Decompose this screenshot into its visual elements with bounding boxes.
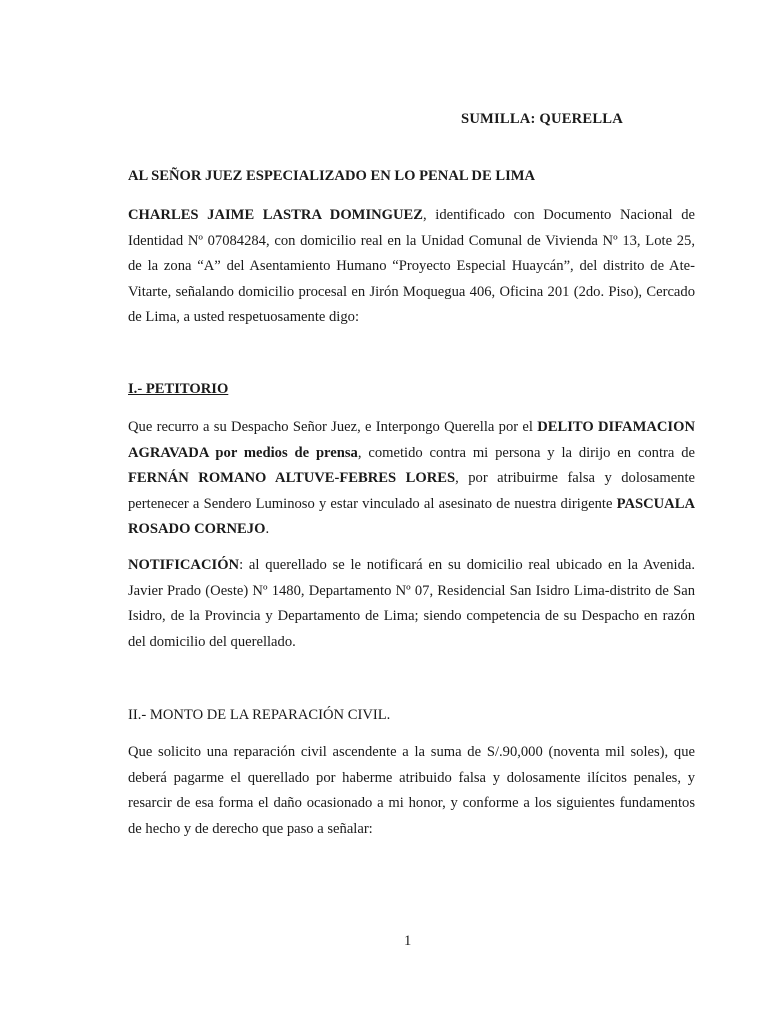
notificacion-text: : al querellado se le notificará en su domicilio real ubicado en la Avenida. Javier Prado (Oeste) Nº 1480, Departamento Nº 07, Residencial San Isidro Lima-distrito de San Isidro, de la Provincia y Departamento de Lima; siendo competencia de su Despacho en razón del domicilio del querellado. <box>128 557 695 650</box>
sumilla-heading: SUMILLA: QUERELLA <box>461 111 623 127</box>
petitorio-text-3: , por atribuirme falsa y dolosamente pertenecer a Sendero Luminoso y estar vinculado al asesinato de nuestra dirigente <box>128 470 696 512</box>
notificacion-label: NOTIFICACIÓN <box>128 557 240 573</box>
petitorio-paragraph <box>128 415 695 543</box>
addressee-line: AL SEÑOR JUEZ ESPECIALIZADO EN LO PENAL DE LIMA <box>128 168 536 184</box>
petitorio-text-4: . <box>265 521 270 537</box>
dirigente-name: PASCUALA ROSADO CORNEJO <box>128 495 695 537</box>
notificacion-paragraph <box>128 553 695 655</box>
petitorio-text-2: , cometido contra mi persona y la dirijo en contra de <box>357 444 695 461</box>
reparacion-paragraph: Que solicito una reparación civil ascendente a la suma de S/.90,000 (noventa mil soles), que deberá pagarme el querellado por haberme atribuido falsa y dolosamente ilícitos penales, y resarcir de esa forma el daño ocasionado a mi honor, y conforme a los siguientes fundamentos de hecho y de derecho que paso a señalar: <box>128 744 695 837</box>
intro-text: , identificado con Documento Nacional de Identidad Nº 07084284, con domicilio real en la Unidad Comunal de Vivienda Nº 13, Lote 25, de la zona “A” del Asentamiento Humano “Proyecto Especial Huaycán”, del distrito de Ate-Vitarte, señalando domicilio procesal en Jirón Moquegua 406, Oficina 201 (2do. Piso), Cercado de Lima, a usted respetuosamente digo: <box>128 207 695 325</box>
page-number: 1 <box>404 933 412 949</box>
petitorio-text-1: Que recurro a su Despacho Señor Juez, e Interpongo Querella por el <box>128 419 538 435</box>
querellado-name: FERNÁN ROMANO ALTUVE-FEBRES LORES <box>128 470 456 486</box>
intro-paragraph <box>128 203 695 331</box>
petitorio-heading: I.- PETITORIO <box>128 381 229 397</box>
plaintiff-name: CHARLES JAIME LASTRA DOMINGUEZ <box>128 207 424 223</box>
delito-label: DELITO DIFAMACION AGRAVADA por medios de prensa <box>128 419 696 461</box>
reparacion-heading: II.- MONTO DE LA REPARACIÓN CIVIL. <box>128 707 391 723</box>
